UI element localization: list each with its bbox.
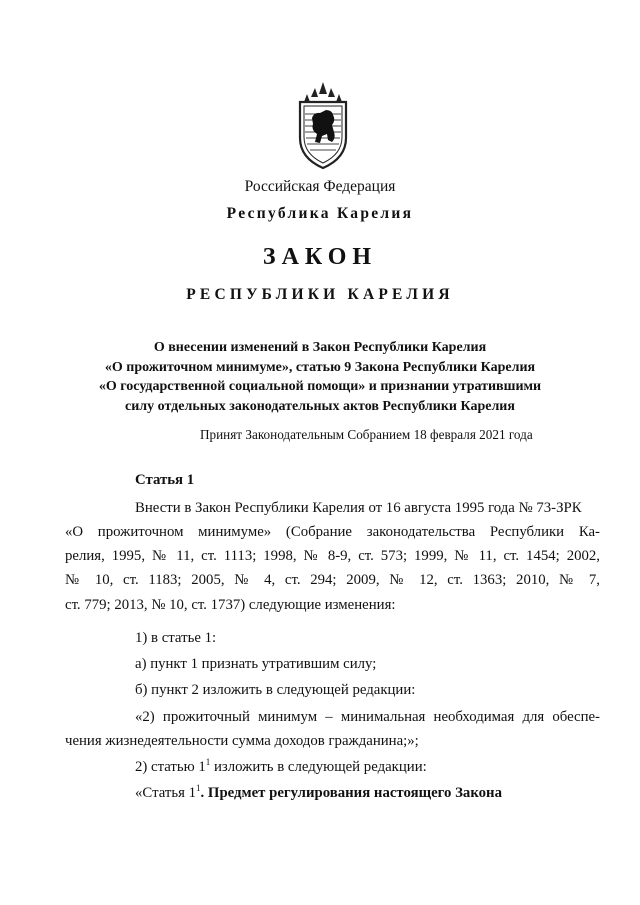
list-item	[135, 759, 427, 776]
title-line: силу отдельных законодательных актов Республики Карелия	[125, 398, 515, 414]
paragraph-line: ст. 779; 2013, № 10, ст. 1737) следующие изменения:	[65, 597, 396, 613]
title-line: О внесении изменений в Закон Республики Карелия	[153, 340, 487, 355]
country-name: Российская Федерация	[244, 178, 396, 195]
paragraph-line: «О прожиточном минимуме» (Собрание законодательства Республики Ка-	[65, 524, 600, 540]
list-item: б) пункт 2 изложить в следующей редакции:	[135, 682, 416, 698]
list-item: а) пункт 1 признать утратившим силу;	[135, 656, 377, 672]
document-type: ЗАКОН	[262, 244, 378, 270]
quote-line: чения жизнедеятельности сумма доходов гражданина;»;	[65, 733, 419, 749]
paragraph-line: релия, 1995, № 11, ст. 1113; 1998, № 8-9, ст. 573; 1999, № 11, ст. 1454; 2002,	[65, 548, 600, 564]
adoption-date: Принят Законодательным Собранием 18 февраля 2021 года	[200, 427, 533, 442]
item-text: изложить в следующей редакции:	[210, 759, 427, 775]
article-heading: Статья 1	[135, 472, 195, 488]
list-item: 1) в статье 1:	[135, 630, 217, 646]
republic-name: Республика Карелия	[226, 205, 414, 222]
title-line: «О прожиточном минимуме», статью 9 Закона Республики Карелия	[104, 359, 536, 375]
title-line: «О государственной социальной помощи» и признании утратившими	[98, 379, 542, 394]
item-text: 2) статью 1	[135, 759, 206, 775]
document-type-subtitle: РЕСПУБЛИКИ КАРЕЛИЯ	[186, 286, 454, 303]
item-text: «Статья 1	[135, 785, 197, 801]
item-text: . Предмет регулирования настоящего Закона	[200, 785, 502, 801]
paragraph-line: № 10, ст. 1183; 2005, № 4, ст. 294; 2009, № 12, ст. 1363; 2010, № 7,	[65, 572, 600, 588]
paragraph-line: Внести в Закон Республики Карелия от 16 августа 1995 года № 73-ЗРК	[135, 500, 582, 516]
superscript: 1	[196, 783, 201, 793]
article-body	[65, 0, 600, 905]
quote-line: «2) прожиточный минимум – минимальная необходимая для обеспе-	[135, 709, 600, 725]
quoted-article-heading	[135, 785, 502, 802]
superscript: 1	[205, 757, 211, 767]
